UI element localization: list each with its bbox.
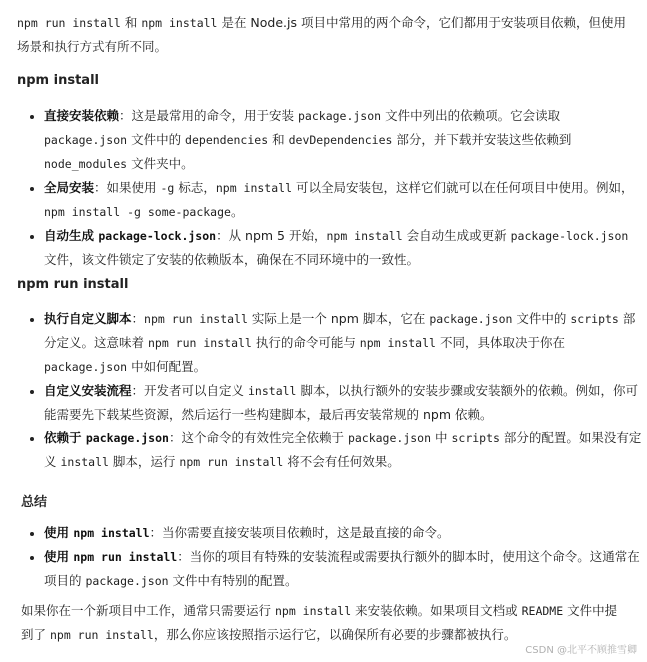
inline-code: dependencies	[185, 133, 269, 147]
text: ：这是最常用的命令，用于安装	[119, 108, 298, 123]
inline-code: npm run install	[17, 16, 121, 30]
inline-code: npm run install	[144, 312, 248, 326]
text: 部分，并下载并安装这些依赖到	[392, 132, 572, 147]
inline-code: README	[521, 604, 564, 618]
list-item	[44, 307, 644, 379]
inline-code: npm install	[73, 526, 150, 540]
inline-code: npm install	[326, 229, 403, 243]
list-item	[44, 426, 644, 474]
inline-code: npm run install	[179, 455, 284, 469]
text: ：当你的项目有特殊的安装流程或需要执行额外的脚本时，使用这个命令。这通常在项目的	[44, 549, 640, 588]
list-summary	[20, 521, 644, 593]
text: ：如果使用	[94, 180, 161, 195]
text: 文件中有特别的配置。	[168, 573, 298, 588]
text: 不同，具体取决于你在	[435, 335, 565, 350]
inline-code: scripts	[451, 431, 500, 445]
item-bold	[44, 430, 169, 445]
text: 是在 Node.js 项目中常用的两个命令，它们都用于安装项目依赖，但使用场景和执行方式有所不同。	[17, 15, 626, 54]
inline-code: package.json	[85, 574, 169, 588]
inline-code: devDependencies	[288, 133, 393, 147]
inline-code: npm run install	[73, 550, 178, 564]
list-npm-run-install	[20, 307, 644, 474]
text: 使用	[44, 525, 74, 540]
inline-code: package-lock.json	[510, 229, 629, 243]
text: 文件中列出的依赖项。它会读取	[381, 108, 561, 123]
text: 会自动生成或更新	[402, 228, 511, 243]
inline-code: install	[60, 455, 109, 469]
inline-code: npm run install	[49, 628, 154, 642]
inline-code: install	[248, 384, 297, 398]
inline-code: npm install	[274, 604, 352, 618]
list-item	[44, 545, 644, 593]
text: 执行的命令可能与	[251, 335, 360, 350]
text: 脚本，运行	[108, 454, 180, 469]
text: 实际上是一个 npm 脚本，它在	[247, 311, 430, 326]
text: 如果你在一个新项目中工作，通常只需要运行	[21, 603, 275, 618]
inline-code: package.json	[44, 360, 128, 374]
heading-summary: 总结	[21, 495, 48, 510]
text: 和	[120, 15, 142, 30]
text: 部分定义。这意味着	[44, 311, 636, 350]
list-item	[44, 224, 644, 271]
item-bold: 自定义安装流程	[44, 383, 132, 398]
text: 文件夹中。	[127, 156, 194, 171]
text: 文件中的	[512, 311, 571, 326]
item-bold: 全局安装	[44, 180, 95, 195]
text: ：从 npm 5 开始，	[216, 228, 327, 243]
inline-code: -g	[160, 181, 175, 195]
inline-code: package.json	[347, 431, 432, 445]
text: 部分的配置。如果没有定义	[44, 430, 642, 469]
text: ：	[131, 311, 145, 326]
text: 可以全局安装包，这样它们就可以在任何项目中使用。例如，	[292, 180, 634, 195]
text: 依赖于	[44, 430, 86, 445]
text: 标志，	[174, 180, 216, 195]
list-item	[44, 379, 644, 426]
heading-npm-install: npm install	[17, 73, 99, 88]
text: 中	[431, 430, 452, 445]
item-bold	[44, 525, 150, 540]
item-bold	[44, 228, 216, 243]
list-item	[44, 521, 644, 545]
text: 文件中的	[127, 132, 186, 147]
item-bold: 执行自定义脚本	[44, 311, 132, 326]
inline-code: npm install	[215, 181, 293, 195]
text: 将不会有任何效果。	[283, 454, 400, 469]
inline-code: npm install -g some-package	[44, 205, 231, 219]
text: ：开发者可以自定义	[131, 383, 248, 398]
text: 文件，该文件锁定了安装的依赖版本，确保在不同环境中的一致性。	[44, 252, 420, 267]
text: 中如何配置。	[127, 359, 207, 374]
text: ：这个命令的有效性完全依赖于	[168, 430, 348, 445]
list-item	[44, 176, 644, 224]
inline-code: npm run install	[147, 336, 252, 350]
watermark: CSDN @北平不顾推雪卿	[525, 645, 637, 656]
text: 脚本，以执行额外的安装步骤或安装额外的依赖。例如，你可能需要先下载某些资源，然后运行一些构建脚本，最后再安装常规的 npm 依赖。	[44, 383, 638, 422]
inline-code: npm install	[359, 336, 436, 350]
text: 文件中提到了	[21, 603, 618, 642]
inline-code: scripts	[570, 312, 619, 326]
text: 使用	[44, 549, 74, 564]
closing-paragraph	[21, 599, 629, 647]
text: ，那么你应该按照指示运行它，以确保所有必要的步骤都被执行。	[153, 627, 517, 642]
text: ：当你需要直接安装项目依赖时，这是最直接的命令。	[149, 525, 450, 540]
item-bold: 直接安装依赖	[44, 108, 120, 123]
text: 和	[268, 132, 289, 147]
intro-paragraph	[17, 11, 629, 59]
list-npm-install	[20, 104, 644, 271]
text: 来安装依赖。如果项目文档或	[351, 603, 522, 618]
inline-code: package.json	[85, 431, 169, 445]
inline-code: package.json	[44, 133, 128, 147]
inline-code: package-lock.json	[98, 229, 217, 243]
inline-code: node_modules	[44, 157, 128, 171]
list-item	[44, 104, 644, 176]
inline-code: npm install	[141, 16, 218, 30]
inline-code: package.json	[298, 109, 382, 123]
inline-code: package.json	[429, 312, 513, 326]
text: 。	[230, 204, 244, 219]
heading-npm-run-install: npm run install	[17, 277, 129, 292]
item-bold	[44, 549, 177, 564]
text: 自动生成	[44, 228, 99, 243]
